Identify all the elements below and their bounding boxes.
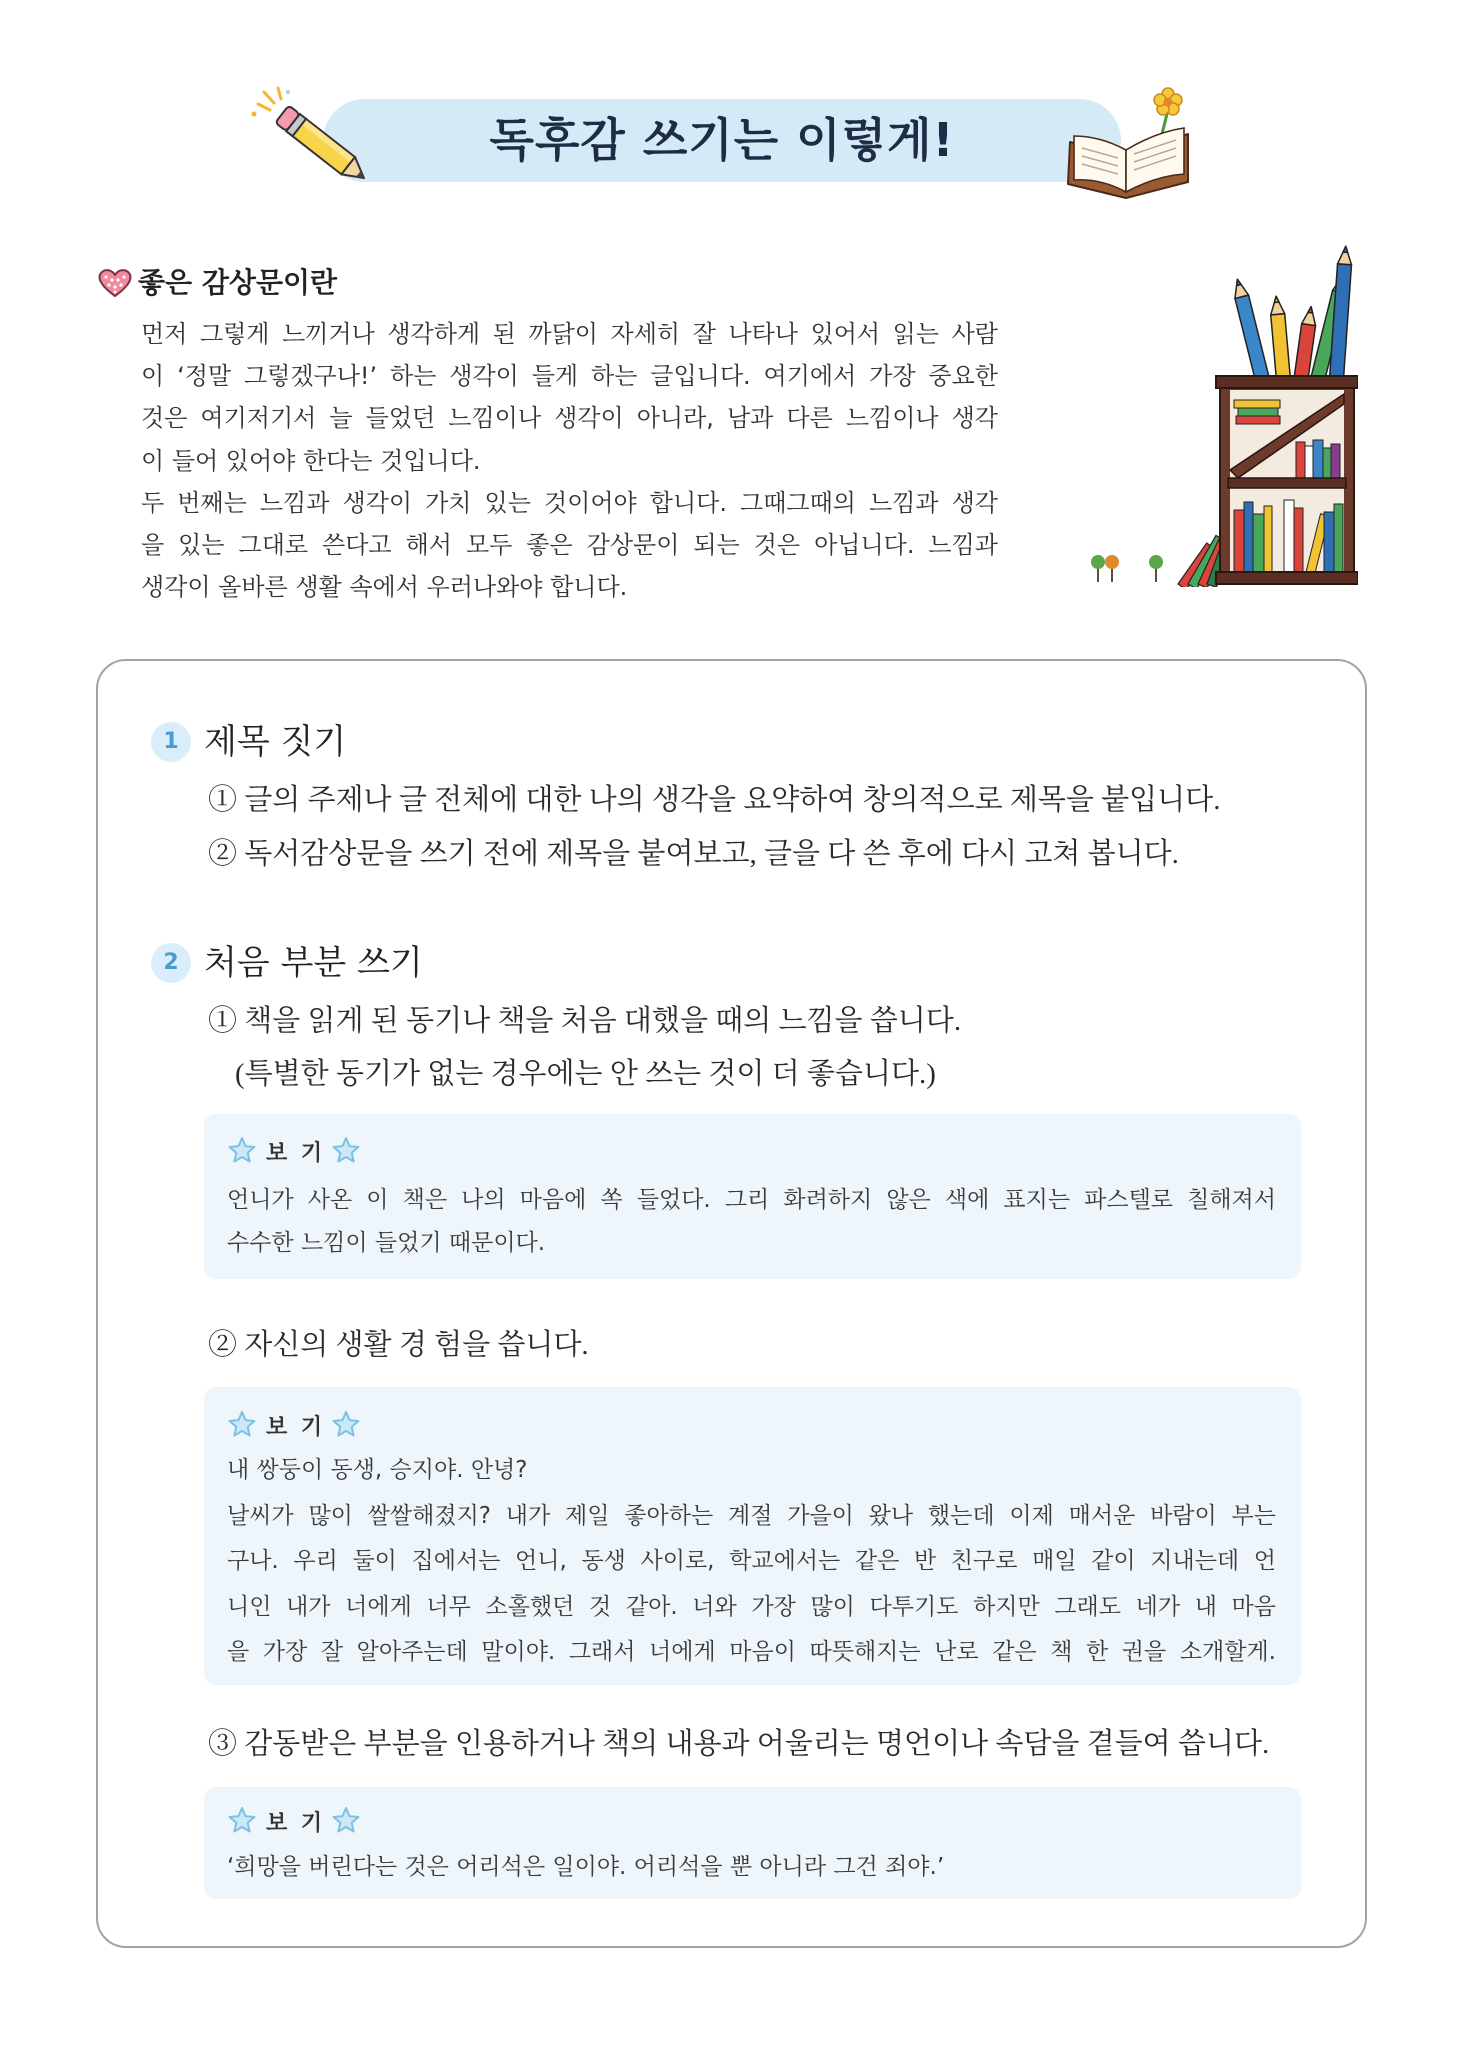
example-label-text: 보 기 — [266, 1810, 326, 1836]
intro-line: 을 있는 그대로 쓴다고 해서 모두 좋은 감상문이 되는 것은 아닙니다. 느낌과 — [141, 530, 998, 559]
example-label — [227, 1410, 361, 1440]
list-item: ③ 감동받은 부분을 인용하거나 책의 내용과 어울리는 명언이나 속담을 곁들여 씁니다. — [208, 1728, 1270, 1760]
pencil-icon — [246, 84, 386, 204]
example-line: 니인 내가 너에게 너무 소홀했던 것 같아. 너와 가장 많이 다투기도 하지만 그래도 네가 내 마음 — [227, 1593, 1276, 1620]
intro-paragraph — [141, 313, 998, 608]
star-icon — [227, 1410, 257, 1440]
list-item: ① 책을 읽게 된 동기나 책을 처음 대했을 때의 느낌을 씁니다. — [208, 1005, 962, 1037]
example-line: 수수한 느낌이 들었기 때문이다. — [227, 1229, 546, 1256]
example-label — [227, 1136, 361, 1166]
example-box — [204, 1114, 1301, 1279]
section-title: 제목 짓기 — [204, 722, 347, 762]
example-label-text: 보 기 — [266, 1140, 326, 1166]
example-label — [227, 1806, 361, 1836]
intro-line: 생각이 올바른 생활 속에서 우러나와야 합니다. — [141, 573, 628, 602]
example-box — [204, 1787, 1301, 1899]
star-icon — [331, 1806, 361, 1836]
example-text — [227, 1846, 1276, 1889]
star-icon — [227, 1806, 257, 1836]
star-icon — [331, 1410, 361, 1440]
list-item-note: (특별한 동기가 없는 경우에는 안 쓰는 것이 더 좋습니다.) — [235, 1058, 936, 1090]
section1-items — [208, 773, 1220, 881]
example-text — [227, 1448, 1276, 1676]
intro-line: 이 들어 있어야 한다는 것입니다. — [141, 446, 481, 475]
section2-item1 — [208, 995, 961, 1101]
intro-heading: 좋은 감상문이란 — [138, 266, 338, 299]
intro-line: 이 ‘정말 그렇겠구나!’ 하는 생각이 들게 하는 글입니다. 여기에서 가장 중요한 — [141, 362, 998, 391]
section2-item2 — [208, 1318, 589, 1372]
example-line: 내 쌍둥이 동생, 승지야. 안녕? — [227, 1457, 528, 1483]
list-item: ② 독서감상문을 쓰기 전에 제목을 붙여보고, 글을 다 쓴 후에 다시 고쳐 봅니다. — [208, 838, 1179, 870]
section2-item3 — [208, 1717, 1269, 1771]
heart-icon — [97, 268, 133, 298]
section-title: 처음 부분 쓰기 — [204, 943, 423, 983]
open-book-icon — [1064, 84, 1194, 202]
intro-line: 먼저 그렇게 느끼거나 생각하게 된 까닭이 자세히 잘 나타나 있어서 읽는 사람 — [141, 320, 998, 348]
page-title: 독후감 쓰기는 이렇게! — [489, 113, 955, 167]
section-number-badge: 1 — [151, 722, 191, 762]
star-icon — [331, 1136, 361, 1166]
intro-line: 두 번째는 느낌과 생각이 가치 있는 것이어야 합니다. 그때그때의 느낌과 생각 — [141, 488, 998, 517]
example-box — [204, 1387, 1301, 1685]
star-icon — [227, 1136, 257, 1166]
example-text — [227, 1179, 1276, 1265]
section-number-badge: 2 — [151, 943, 191, 983]
example-line: 언니가 사온 이 책은 나의 마음에 쏙 들었다. 그리 화려하지 않은 색에 표지는 파스텔로 칠해져서 — [227, 1186, 1276, 1213]
example-line: 날씨가 많이 쌀쌀해졌지? 내가 제일 좋아하는 계절 가을이 왔나 했는데 이제 매서운 바람이 부는 — [227, 1502, 1276, 1529]
intro-line: 것은 여기저기서 늘 들었던 느낌이나 생각이 아니라, 남과 다른 느낌이나 생각 — [141, 404, 998, 433]
list-item: ② 자신의 생활 경 험을 씁니다. — [208, 1329, 589, 1361]
list-item: ① 글의 주제나 글 전체에 대한 나의 생각을 요약하여 창의적으로 제목을 붙입니다. — [208, 784, 1221, 816]
example-line: 을 가장 잘 알아주는데 말이야. 그래서 너에게 마음이 따뜻해지는 난로 같은 책 한 권을 소개할게. — [227, 1639, 1276, 1665]
example-label-text: 보 기 — [266, 1414, 326, 1440]
example-line: ‘희망을 버린다는 것은 어리석은 일이야. 어리석을 뿐 아니라 그건 죄야.’ — [227, 1853, 945, 1880]
example-line: 구나. 우리 둘이 집에서는 언니, 동생 사이로, 학교에서는 같은 반 친구로 매일 같이 지내는데 언 — [227, 1548, 1276, 1574]
bookshelf-illustration — [1088, 244, 1358, 587]
